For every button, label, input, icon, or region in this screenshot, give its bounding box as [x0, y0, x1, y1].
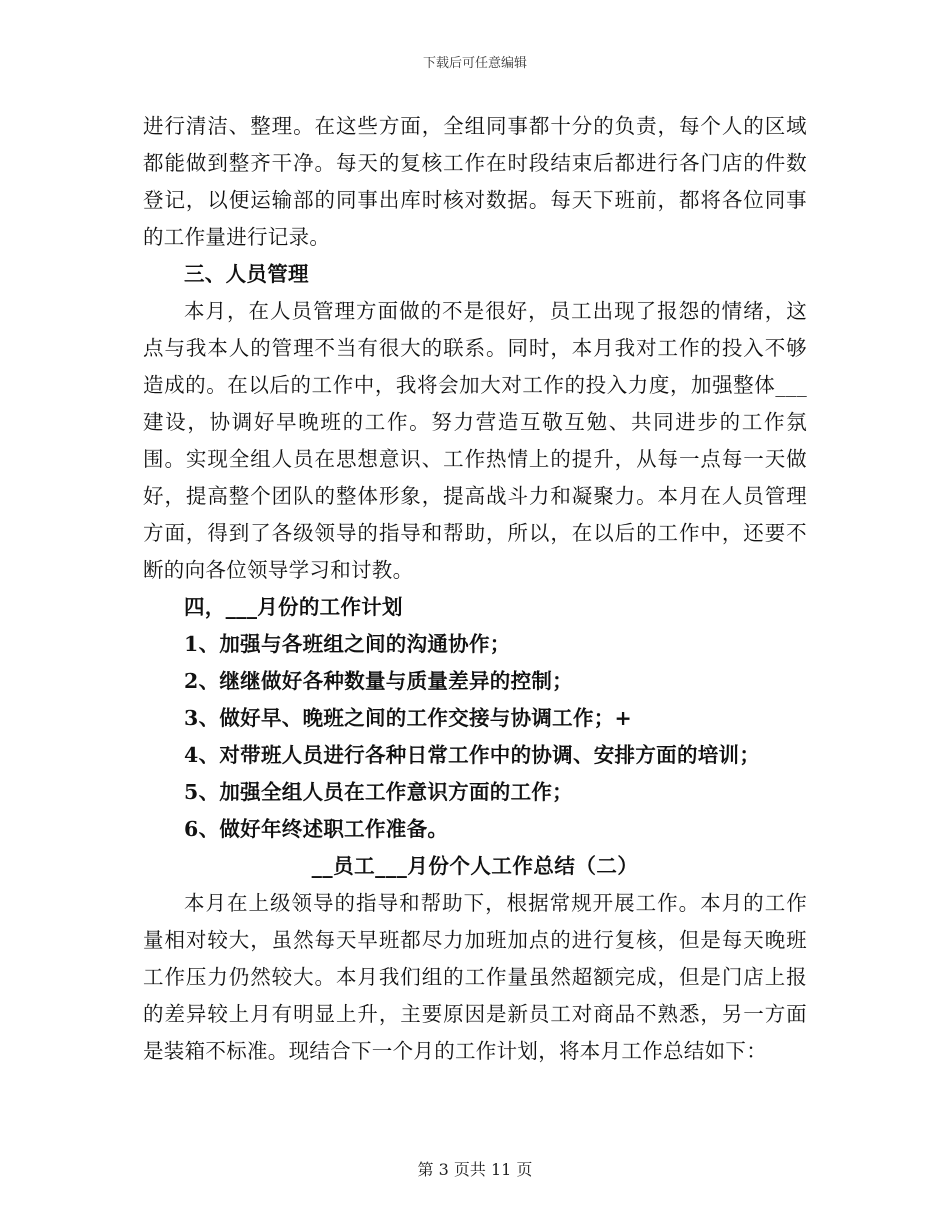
section-title: __员工___月份个人工作总结（二）	[311, 854, 639, 878]
paragraph-intro: 本月在上级领导的指导和帮助下，根据常规开展工作。本月的工作量相对较大，虽然每天早班都尽力加班加点的进行复核，但是每天晚班工作压力仍然较大。本月我们组的工作量虽然超额完成，但是门店上报的差异较上月有明显上升，主要原因是新员工对商品不熟悉，另一方面是装箱不标准。现结合下一个月的工作计划，将本月工作总结如下：	[143, 891, 807, 1063]
heading-personnel-management: 三、人员管理	[184, 262, 309, 286]
paragraph-continuation: 进行清洁、整理。在这些方面，全组同事都十分的负责，每个人的区域都能做到整齐干净。每天的复核工作在时段结束后都进行各门店的件数登记，以便运输部的同事出库时核对数据。每天下班前，都将各位同事的工作量进行记录。	[143, 114, 807, 249]
heading-work-plan: 四，___月份的工作计划	[184, 595, 403, 619]
page-number: 第 3 页共 11 页	[417, 1160, 533, 1179]
paragraph-personnel-management: 本月，在人员管理方面做的不是很好，员工出现了报怨的情绪，这点与我本人的管理不当有很大的联系。同时，本月我对工作的投入不够造成的。在以后的工作中，我将会加大对工作的投入力度，加强整体___建设，协调好早晚班的工作。努力营造互敬互勉、共同进步的工作氛围。实现全组人员在思想意识、工作热情上的提升，从每一点每一天做好，提高整个团队的整体形象，提高战斗力和凝聚力。本月在人员管理方面，得到了各级领导的指导和帮助，所以，在以后的工作中，还要不断的向各位领导学习和讨教。	[143, 299, 807, 582]
plan-item: 3、做好早、晚班之间的工作交接与协调工作；+	[184, 706, 633, 730]
plan-item: 5、加强全组人员在工作意识方面的工作；	[184, 780, 573, 804]
header-note: 下载后可任意编辑	[422, 56, 527, 71]
plan-item: 2、继继做好各种数量与质量差异的控制；	[184, 669, 573, 693]
document-body	[143, 108, 807, 1070]
plan-item: 4、对带班人员进行各种日常工作中的协调、安排方面的培训；	[184, 743, 761, 767]
plan-item: 1、加强与各班组之间的沟通协作；	[184, 632, 511, 656]
work-plan-list	[143, 626, 807, 848]
plan-item: 6、做好年终述职工作准备。	[184, 817, 449, 841]
